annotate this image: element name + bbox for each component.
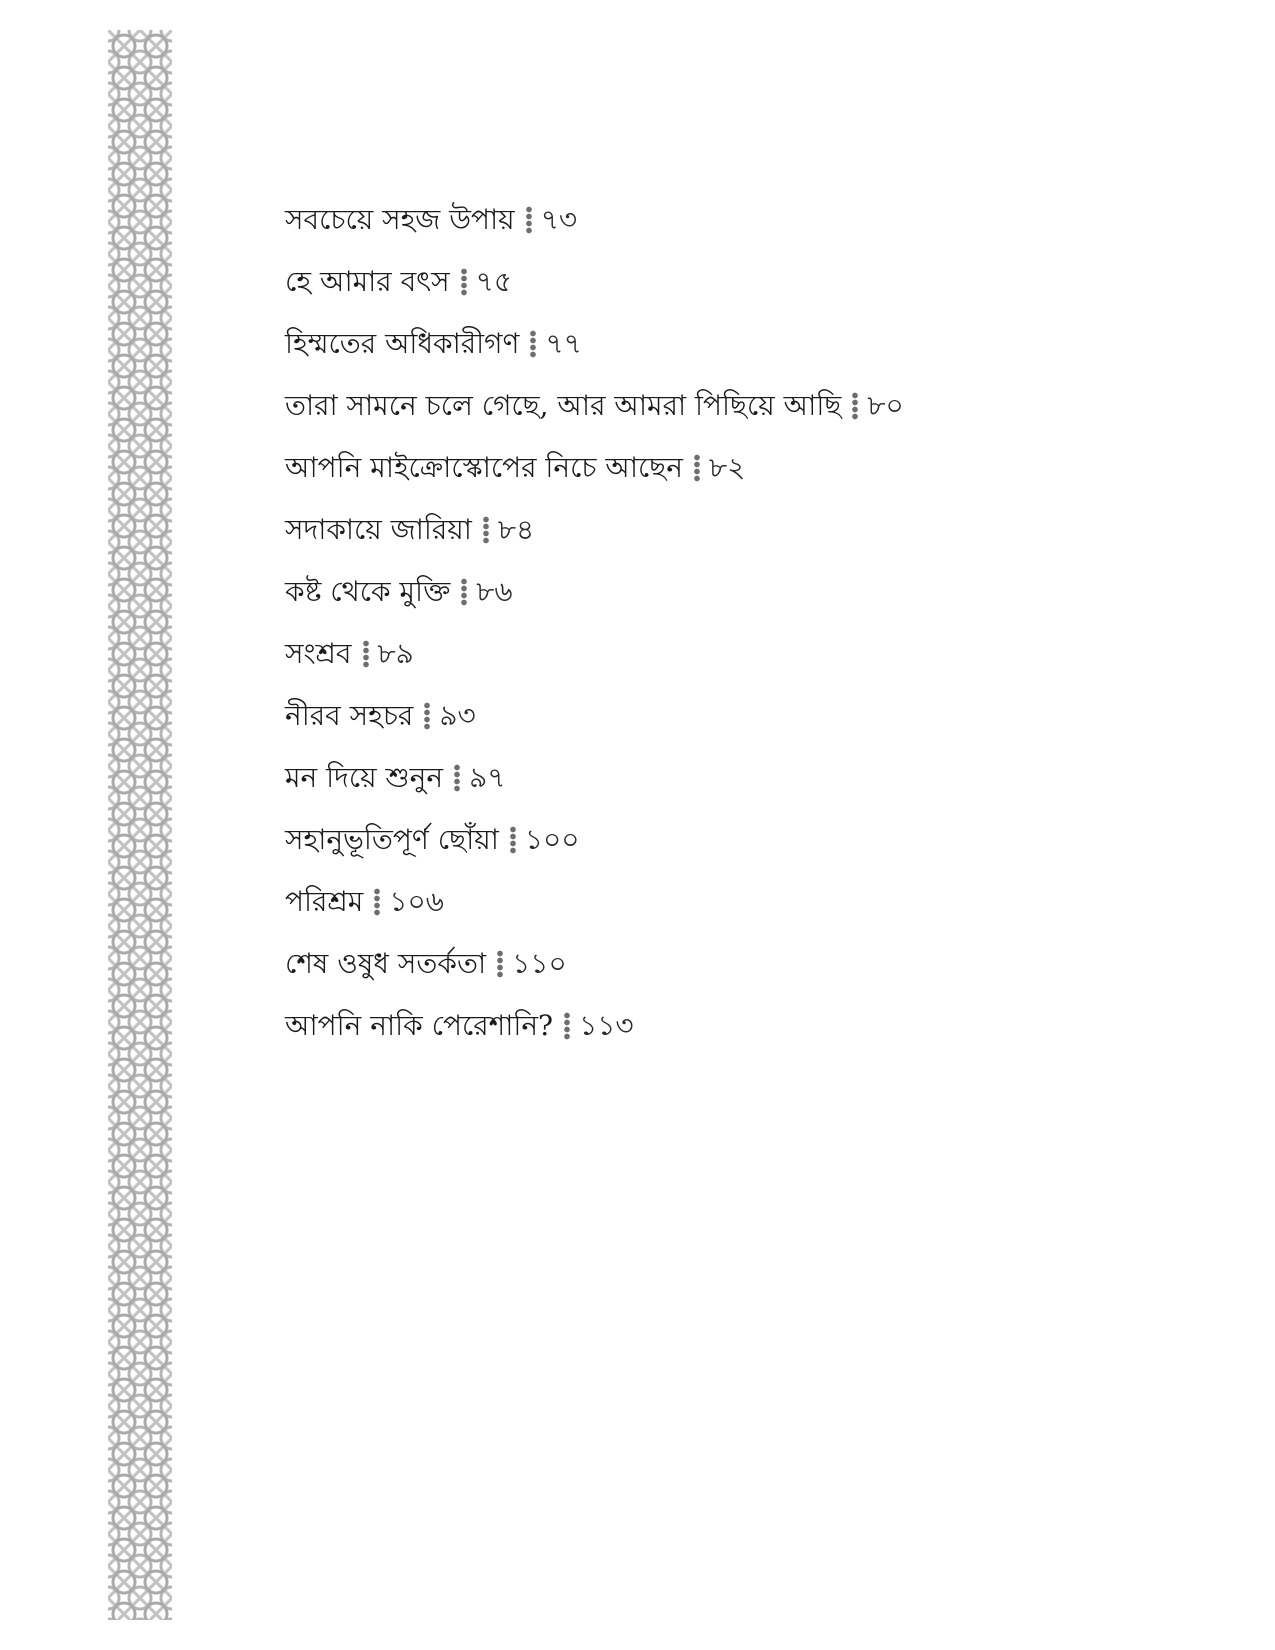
separator-dots-icon [694,454,700,482]
toc-entry-title: মন দিয়ে শুনুন [285,761,444,794]
toc-entry[interactable] [285,880,904,942]
toc-entry-page: ৮২ [708,451,746,484]
toc-entry-title: আপনি মাইক্রোস্কোপের নিচে আছেন [285,451,683,484]
toc-entry-title: হিম্মতের অধিকারীগণ [285,327,520,360]
separator-dots-icon [374,888,380,916]
toc-entry-page: ৯৭ [469,761,506,794]
separator-dots-icon [461,578,467,606]
toc-entry-page: ৭৭ [545,327,582,360]
toc-entry[interactable] [285,818,904,880]
toc-entry[interactable] [285,632,904,694]
toc-entry[interactable] [285,508,904,570]
separator-dots-icon [510,826,516,854]
toc-entry-title: সহানুভূতিপূর্ণ ছোঁয়া [285,823,499,856]
toc-entry-page: ৮৬ [476,575,513,608]
toc-entry-page: ১০৬ [389,885,444,918]
separator-dots-icon [564,1012,570,1040]
toc-entry[interactable] [285,942,904,1004]
toc-entry[interactable] [285,570,904,632]
separator-dots-icon [526,206,532,234]
toc-entry[interactable] [285,260,904,322]
decorative-border-pattern [108,30,172,1620]
toc-entry-page: ৮৯ [377,637,414,670]
toc-entry-title: হে আমার বৎস [285,265,450,298]
toc-entry-page: ৮৪ [497,513,535,546]
toc-entry-title: কষ্ট থেকে মুক্তি [285,575,451,608]
toc-entry-title: পরিশ্রম [285,885,364,918]
separator-dots-icon [483,516,489,544]
toc-entry[interactable] [285,756,904,818]
toc-entry-title: নীরব সহচর [285,699,414,732]
toc-entry-title: আপনি নাকি পেরেশানি? [285,1009,554,1042]
separator-dots-icon [530,330,536,358]
separator-dots-icon [852,392,858,420]
toc-entry-page: ১০০ [524,823,580,856]
separator-dots-icon [363,640,369,668]
separator-dots-icon [497,950,503,978]
toc-entry-page: ৮০ [867,389,904,422]
toc-entry[interactable] [285,384,904,446]
toc-entry[interactable] [285,446,904,508]
toc-entry-title: সবচেয়ে সহজ উপায় [285,203,515,236]
toc-entry-page: ৯৩ [439,699,476,732]
toc-entry[interactable] [285,1004,904,1066]
toc-entry-title: সংশ্রব [285,637,352,670]
toc-entry-page: ১১৩ [579,1009,634,1042]
toc-entry-title: তারা সামনে চলে গেছে, আর আমরা পিছিয়ে আছি [285,389,842,422]
toc-entry-page: ৭৩ [540,203,578,236]
table-of-contents [285,198,904,1066]
toc-entry-page: ১১০ [512,947,567,980]
toc-entry[interactable] [285,322,904,384]
separator-dots-icon [424,702,430,730]
separator-dots-icon [461,268,467,296]
toc-entry-title: সদাকায়ে জারিয়া [285,513,472,546]
toc-entry[interactable] [285,198,904,260]
separator-dots-icon [454,764,460,792]
toc-entry-title: শেষ ওষুধ সতর্কতা [285,947,487,980]
toc-entry-page: ৭৫ [475,265,513,298]
toc-entry[interactable] [285,694,904,756]
